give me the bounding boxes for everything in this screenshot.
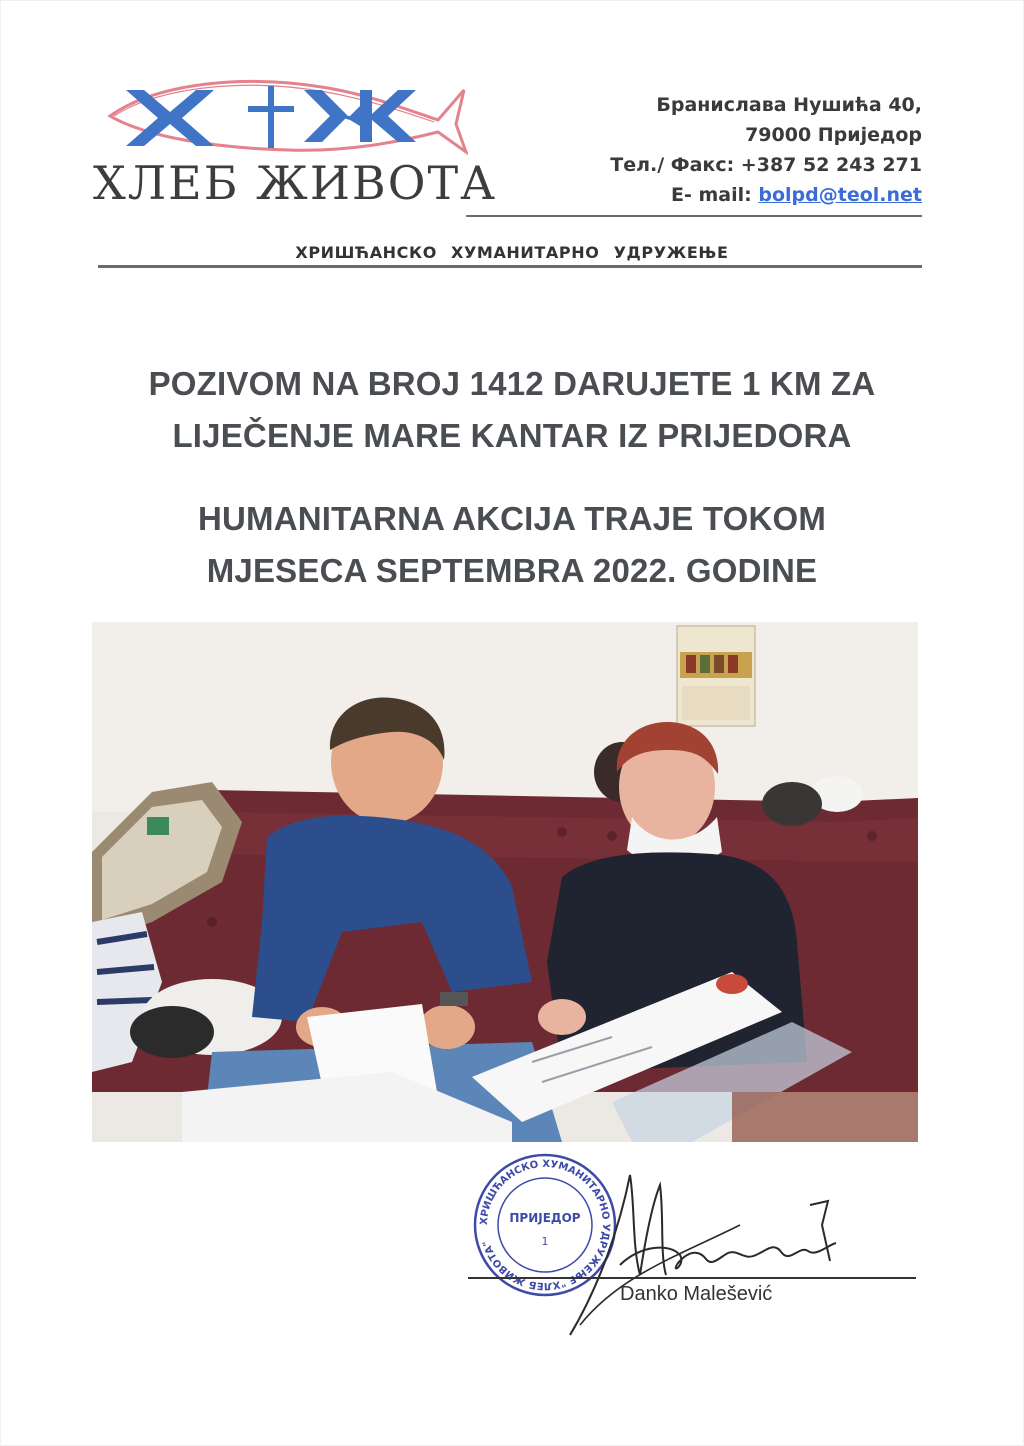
address-phone: Тел./ Факс: +387 52 243 271 [610, 154, 922, 176]
signature-icon [560, 1165, 860, 1345]
donation-headline-line-1: POZIVOM NA BROJ 1412 DARUJETE 1 KM ZA [148, 365, 876, 402]
fish-logo-icon [98, 76, 468, 156]
stamp-city: ПРИЈЕДОР [509, 1211, 581, 1225]
wall-calendar-icon [677, 626, 755, 726]
stamp-number: 1 [541, 1235, 549, 1248]
donation-headline [80, 358, 944, 462]
signer-name: Danko Malešević [620, 1283, 773, 1305]
address-email-row [610, 180, 922, 210]
email-link[interactable]: bolpd@teol.net [758, 184, 922, 206]
campaign-duration-line-1: HUMANITARNA AKCIJA TRAJE TOKOM [197, 500, 827, 537]
stamp-ring-text: ХРИШЋАНСКО ХУМАНИТАРНО УДРУЖЕЊЕ "ХЛЕБ ЖИВОТА" [478, 1158, 612, 1292]
campaign-duration-headline [80, 493, 944, 597]
address-city: 79000 Приједор [745, 124, 922, 146]
address-street: Бранислава Нушића 40, [656, 94, 922, 116]
campaign-photo [92, 622, 918, 1142]
donation-headline-line-2: LIJEČENJE MARE KANTAR IZ PRIJEDORA [172, 417, 852, 454]
signature-line [468, 1277, 916, 1279]
organization-type: ХРИШЋАНСКО ХУМАНИТАРНО УДРУЖЕЊЕ [295, 243, 729, 262]
address-block [610, 90, 922, 210]
email-label: E- mail: [671, 184, 752, 206]
campaign-duration-line-2: MJESECA SEPTEMBRA 2022. GODINE [206, 552, 818, 589]
header-divider-long [98, 265, 922, 268]
header-divider-short [466, 215, 922, 217]
logo-name: ХЛЕБ ЖИВОТА [93, 156, 497, 210]
